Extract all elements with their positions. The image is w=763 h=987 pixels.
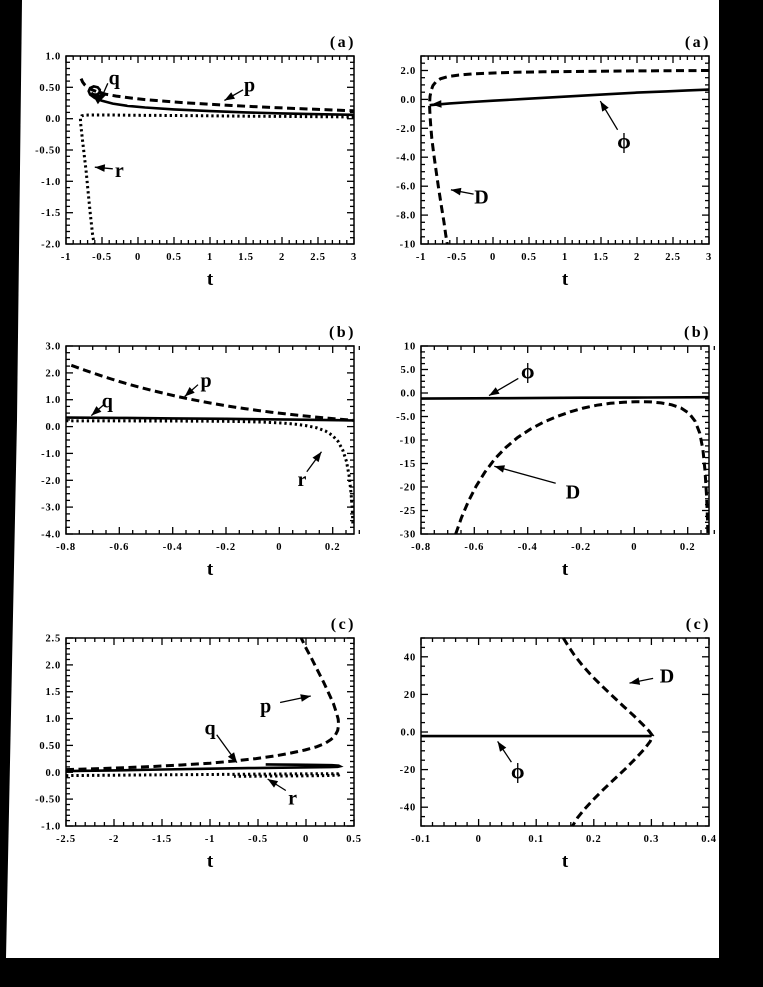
svg-text:5.0: 5.0 bbox=[400, 365, 416, 376]
svg-text:-0.5: -0.5 bbox=[248, 834, 268, 845]
svg-text:0.0: 0.0 bbox=[45, 422, 61, 434]
svg-text:-0.2: -0.2 bbox=[571, 542, 591, 553]
svg-text:0.3: 0.3 bbox=[643, 834, 660, 845]
svg-text:q: q bbox=[101, 390, 113, 413]
svg-text:0.5: 0.5 bbox=[521, 252, 537, 263]
svg-text:1: 1 bbox=[206, 252, 214, 263]
svg-text:-0.50: -0.50 bbox=[35, 794, 61, 806]
svg-text:0.0: 0.0 bbox=[400, 94, 416, 106]
svg-text:(b): (b) bbox=[683, 324, 711, 341]
svg-text:0: 0 bbox=[134, 252, 142, 263]
svg-text:0.2: 0.2 bbox=[679, 542, 696, 553]
svg-text:0.1: 0.1 bbox=[528, 834, 544, 845]
svg-text:ϕ: ϕ bbox=[617, 128, 631, 154]
svg-text:-5.0: -5.0 bbox=[396, 412, 416, 423]
svg-text:-8.0: -8.0 bbox=[396, 210, 416, 222]
svg-text:-0.6: -0.6 bbox=[109, 542, 130, 553]
svg-text:-0.50: -0.50 bbox=[35, 145, 61, 157]
svg-text:0.4: 0.4 bbox=[701, 834, 717, 845]
svg-text:ϕ: ϕ bbox=[520, 358, 535, 384]
svg-text:-25: -25 bbox=[399, 506, 416, 517]
svg-text:0.2: 0.2 bbox=[324, 542, 341, 553]
svg-text:t: t bbox=[206, 269, 214, 290]
svg-text:-4.0: -4.0 bbox=[41, 529, 61, 541]
svg-text:-2.5: -2.5 bbox=[56, 834, 76, 845]
svg-text:(a): (a) bbox=[329, 34, 356, 51]
svg-text:0.50: 0.50 bbox=[39, 740, 61, 752]
svg-text:(c): (c) bbox=[685, 616, 711, 633]
svg-text:t: t bbox=[206, 559, 214, 580]
svg-text:0.50: 0.50 bbox=[39, 82, 61, 94]
svg-text:1: 1 bbox=[561, 252, 569, 263]
svg-text:2: 2 bbox=[278, 252, 286, 263]
svg-text:-1.0: -1.0 bbox=[41, 821, 61, 833]
svg-text:-0.1: -0.1 bbox=[411, 834, 431, 845]
svg-text:-20: -20 bbox=[399, 765, 416, 777]
svg-text:-0.8: -0.8 bbox=[56, 542, 76, 553]
svg-text:0: 0 bbox=[475, 834, 482, 845]
svg-text:-1: -1 bbox=[204, 834, 216, 845]
svg-text:0.0: 0.0 bbox=[400, 388, 416, 400]
svg-text:-2: -2 bbox=[108, 834, 120, 845]
svg-text:D: D bbox=[474, 186, 489, 209]
svg-text:t: t bbox=[561, 269, 569, 290]
svg-text:-10: -10 bbox=[399, 435, 416, 447]
svg-text:20: 20 bbox=[403, 689, 416, 701]
svg-text:-0.4: -0.4 bbox=[517, 542, 538, 553]
svg-text:0.0: 0.0 bbox=[45, 767, 61, 779]
svg-text:0.5: 0.5 bbox=[166, 252, 182, 263]
chart-a-left-svg bbox=[26, 30, 366, 315]
svg-text:1.5: 1.5 bbox=[593, 252, 609, 263]
svg-text:-1.5: -1.5 bbox=[41, 208, 61, 220]
panel-c-right bbox=[381, 612, 721, 897]
svg-text:-0.2: -0.2 bbox=[216, 542, 236, 553]
svg-text:-10: -10 bbox=[399, 239, 416, 251]
panel-b-right bbox=[381, 320, 721, 605]
svg-text:2.5: 2.5 bbox=[665, 252, 681, 263]
svg-text:D: D bbox=[659, 665, 675, 688]
svg-text:-20: -20 bbox=[399, 482, 416, 494]
svg-text:t: t bbox=[206, 851, 214, 872]
svg-text:-30: -30 bbox=[399, 529, 416, 541]
svg-text:-1.0: -1.0 bbox=[41, 176, 61, 188]
svg-text:40: 40 bbox=[403, 652, 416, 664]
svg-text:-1: -1 bbox=[415, 252, 427, 263]
svg-text:0.5: 0.5 bbox=[346, 834, 362, 845]
svg-text:3: 3 bbox=[705, 252, 713, 263]
svg-text:-40: -40 bbox=[399, 802, 416, 814]
panel-a-left bbox=[26, 30, 366, 315]
svg-text:-1.0: -1.0 bbox=[41, 448, 61, 460]
svg-text:2.0: 2.0 bbox=[45, 368, 61, 380]
svg-text:1.0: 1.0 bbox=[45, 395, 61, 407]
svg-text:1.0: 1.0 bbox=[45, 51, 61, 63]
svg-text:0: 0 bbox=[276, 542, 283, 553]
svg-text:t: t bbox=[561, 559, 569, 580]
svg-text:2: 2 bbox=[633, 252, 641, 263]
chart-a-right-svg bbox=[381, 30, 721, 315]
svg-text:-0.6: -0.6 bbox=[464, 542, 485, 553]
svg-text:-4.0: -4.0 bbox=[396, 152, 416, 164]
svg-text:3: 3 bbox=[350, 252, 358, 263]
svg-text:p: p bbox=[260, 695, 272, 718]
svg-text:-0.5: -0.5 bbox=[447, 252, 467, 263]
svg-text:-2.0: -2.0 bbox=[396, 123, 416, 135]
svg-text:p: p bbox=[200, 369, 212, 392]
svg-text:0: 0 bbox=[302, 834, 310, 845]
chart-c-right-svg bbox=[381, 612, 721, 897]
chart-b-left-svg bbox=[26, 320, 366, 605]
svg-text:r: r bbox=[114, 160, 124, 183]
svg-text:q: q bbox=[108, 67, 120, 90]
svg-text:0.0: 0.0 bbox=[400, 727, 416, 739]
svg-text:(c): (c) bbox=[330, 616, 356, 633]
svg-text:-1.5: -1.5 bbox=[152, 834, 172, 845]
svg-text:0.2: 0.2 bbox=[586, 834, 602, 845]
svg-text:-3.0: -3.0 bbox=[41, 502, 61, 514]
chart-b-right-svg bbox=[381, 320, 721, 605]
panel-b-left bbox=[26, 320, 366, 605]
svg-text:-0.4: -0.4 bbox=[162, 542, 183, 553]
panel-c-left bbox=[26, 612, 366, 897]
svg-text:-2.0: -2.0 bbox=[41, 475, 61, 487]
svg-text:0.0: 0.0 bbox=[45, 114, 61, 126]
svg-text:2.5: 2.5 bbox=[45, 633, 61, 645]
chart-c-left-svg bbox=[26, 612, 366, 897]
svg-text:2.5: 2.5 bbox=[310, 252, 326, 263]
svg-text:q: q bbox=[204, 717, 216, 740]
svg-text:p: p bbox=[244, 74, 256, 97]
svg-text:1.0: 1.0 bbox=[45, 714, 61, 726]
svg-text:-0.5: -0.5 bbox=[92, 252, 112, 263]
svg-text:-2.0: -2.0 bbox=[41, 239, 61, 251]
svg-text:0: 0 bbox=[489, 252, 497, 263]
svg-text:t: t bbox=[561, 851, 569, 872]
svg-text:r: r bbox=[288, 787, 298, 810]
svg-text:-0.8: -0.8 bbox=[411, 542, 431, 553]
svg-text:1.5: 1.5 bbox=[45, 687, 61, 699]
svg-text:1.5: 1.5 bbox=[238, 252, 254, 263]
svg-text:-15: -15 bbox=[399, 459, 416, 470]
svg-text:(b): (b) bbox=[328, 324, 356, 341]
svg-text:r: r bbox=[297, 468, 307, 491]
svg-text:10: 10 bbox=[403, 341, 416, 353]
svg-text:-6.0: -6.0 bbox=[396, 181, 416, 193]
svg-text:(a): (a) bbox=[684, 34, 711, 51]
svg-text:2.0: 2.0 bbox=[400, 65, 416, 77]
svg-text:-1: -1 bbox=[60, 252, 72, 263]
svg-text:3.0: 3.0 bbox=[45, 341, 61, 353]
svg-text:0: 0 bbox=[631, 542, 638, 553]
svg-text:ϕ: ϕ bbox=[510, 758, 525, 784]
svg-text:2.0: 2.0 bbox=[45, 660, 61, 672]
svg-text:D: D bbox=[565, 481, 581, 504]
panel-a-right bbox=[381, 30, 721, 315]
